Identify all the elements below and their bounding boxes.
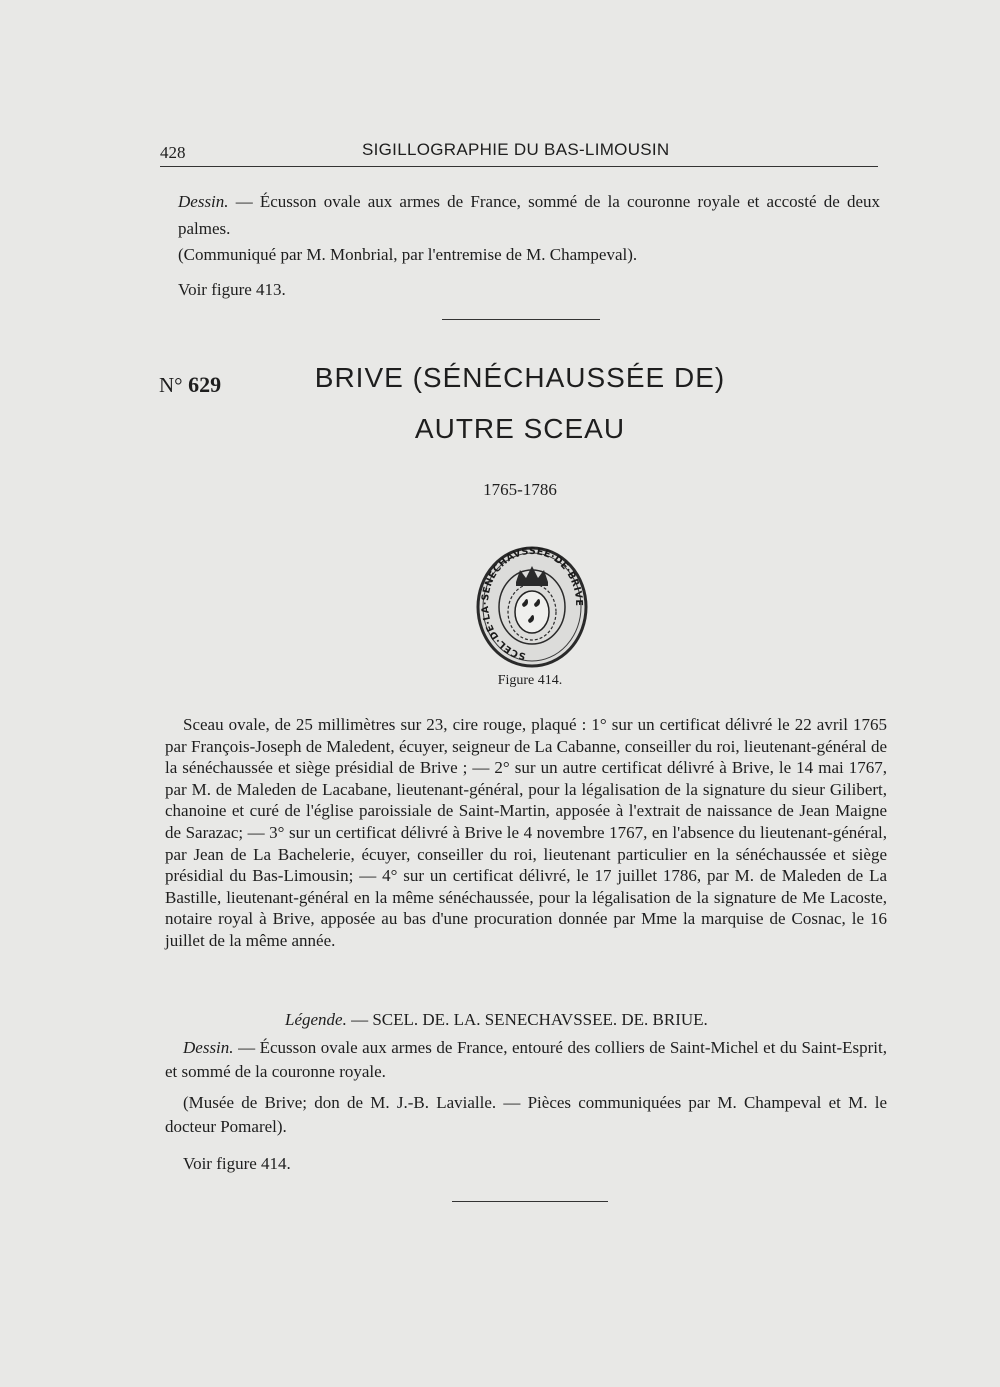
section-divider <box>442 319 600 320</box>
entry-source: (Musée de Brive; don de M. J.-B. Lavialle. — Pièces communiquées par M. Champeval et M. le docteur Pomarel). <box>165 1093 887 1136</box>
previous-voir: Voir figure 413. <box>178 280 286 299</box>
entry-number-value: 629 <box>188 372 222 397</box>
seal-legend: SCEL·DE·LA·SENECHAVSSEE·DE·BRIVE <box>479 546 585 662</box>
legende-text: — SCEL. DE. LA. SENECHAVSSEE. DE. BRIUE. <box>346 1010 708 1029</box>
page-number: 428 <box>160 143 186 162</box>
entry-dessin <box>165 1036 887 1084</box>
entry-number <box>159 372 221 398</box>
dessin-text: — Écusson ovale aux armes de France, entouré des colliers de Saint-Michel et du Saint-Esprit, et sommé de la couronne royale. <box>165 1038 887 1081</box>
entry-voir: Voir figure 414. <box>183 1154 291 1173</box>
entry-subtitle: AUTRE SCEAU <box>414 413 626 444</box>
seal-image <box>476 546 588 668</box>
end-divider <box>452 1201 608 1202</box>
entry-legende <box>285 1006 885 1033</box>
escutcheon <box>515 591 549 633</box>
entry-description: Sceau ovale, de 25 millimètres sur 23, cire rouge, plaqué : 1° sur un certificat délivré le 22 avril 1765 par François-Joseph de Maledent, écuyer, seigneur de La Cabanne, conseiller du roi, lieutenant-général de la sénéchaussée et siège présidial de Brive ; — 2° sur un autre certificat délivré à Brive, le 14 mai 1767, par M. de Maleden de Lacabane, lieutenant-général, pour la légalisation de la signature du sieur Gilibert, chanoine et curé de l'église paroissiale de Saint-Martin, apposée à l'extrait de naissance de Jean Maigne de Sarazac; — 3° sur un certificat délivré à Brive le 4 novembre 1767, en l'absence du lieutenant-général, par Jean de La Bachelerie, écuyer, conseiller du roi, lieutenant particulier en la sénéchaussée et siège présidial du Bas-Limousin; — 4° sur un certificat délivré, le 17 juillet 1786, par M. de Maleden de La Bastille, lieutenant-général en la même sénéchaussée, pour la légalisation de la signature de Me Lacoste, notaire royal à Brive, apposée au bas d'une procuration donnée par Mme la marquise de Cosnac, le 16 juillet de la même année. <box>165 715 887 950</box>
previous-communique: (Communiqué par M. Monbrial, par l'entremise de M. Champeval). <box>178 245 638 264</box>
entry-dates: 1765-1786 <box>483 480 557 499</box>
entry-title: BRIVE (SÉNÉCHAUSSÉE DE) <box>314 362 726 393</box>
header-rule <box>160 166 878 167</box>
dessin-label: Dessin. <box>183 1038 234 1057</box>
figure-caption: Figure 414. <box>497 673 563 688</box>
entry-number-prefix: N° <box>159 373 183 397</box>
legende-label: Légende. <box>285 1010 347 1029</box>
running-title: SIGILLOGRAPHIE DU BAS-LIMOUSIN <box>362 140 670 159</box>
dessin-text: — Écusson ovale aux armes de France, sommé de la couronne royale et accosté de deux palmes. <box>178 192 880 238</box>
dessin-label: Dessin. <box>178 192 229 211</box>
previous-dessin <box>178 188 880 242</box>
